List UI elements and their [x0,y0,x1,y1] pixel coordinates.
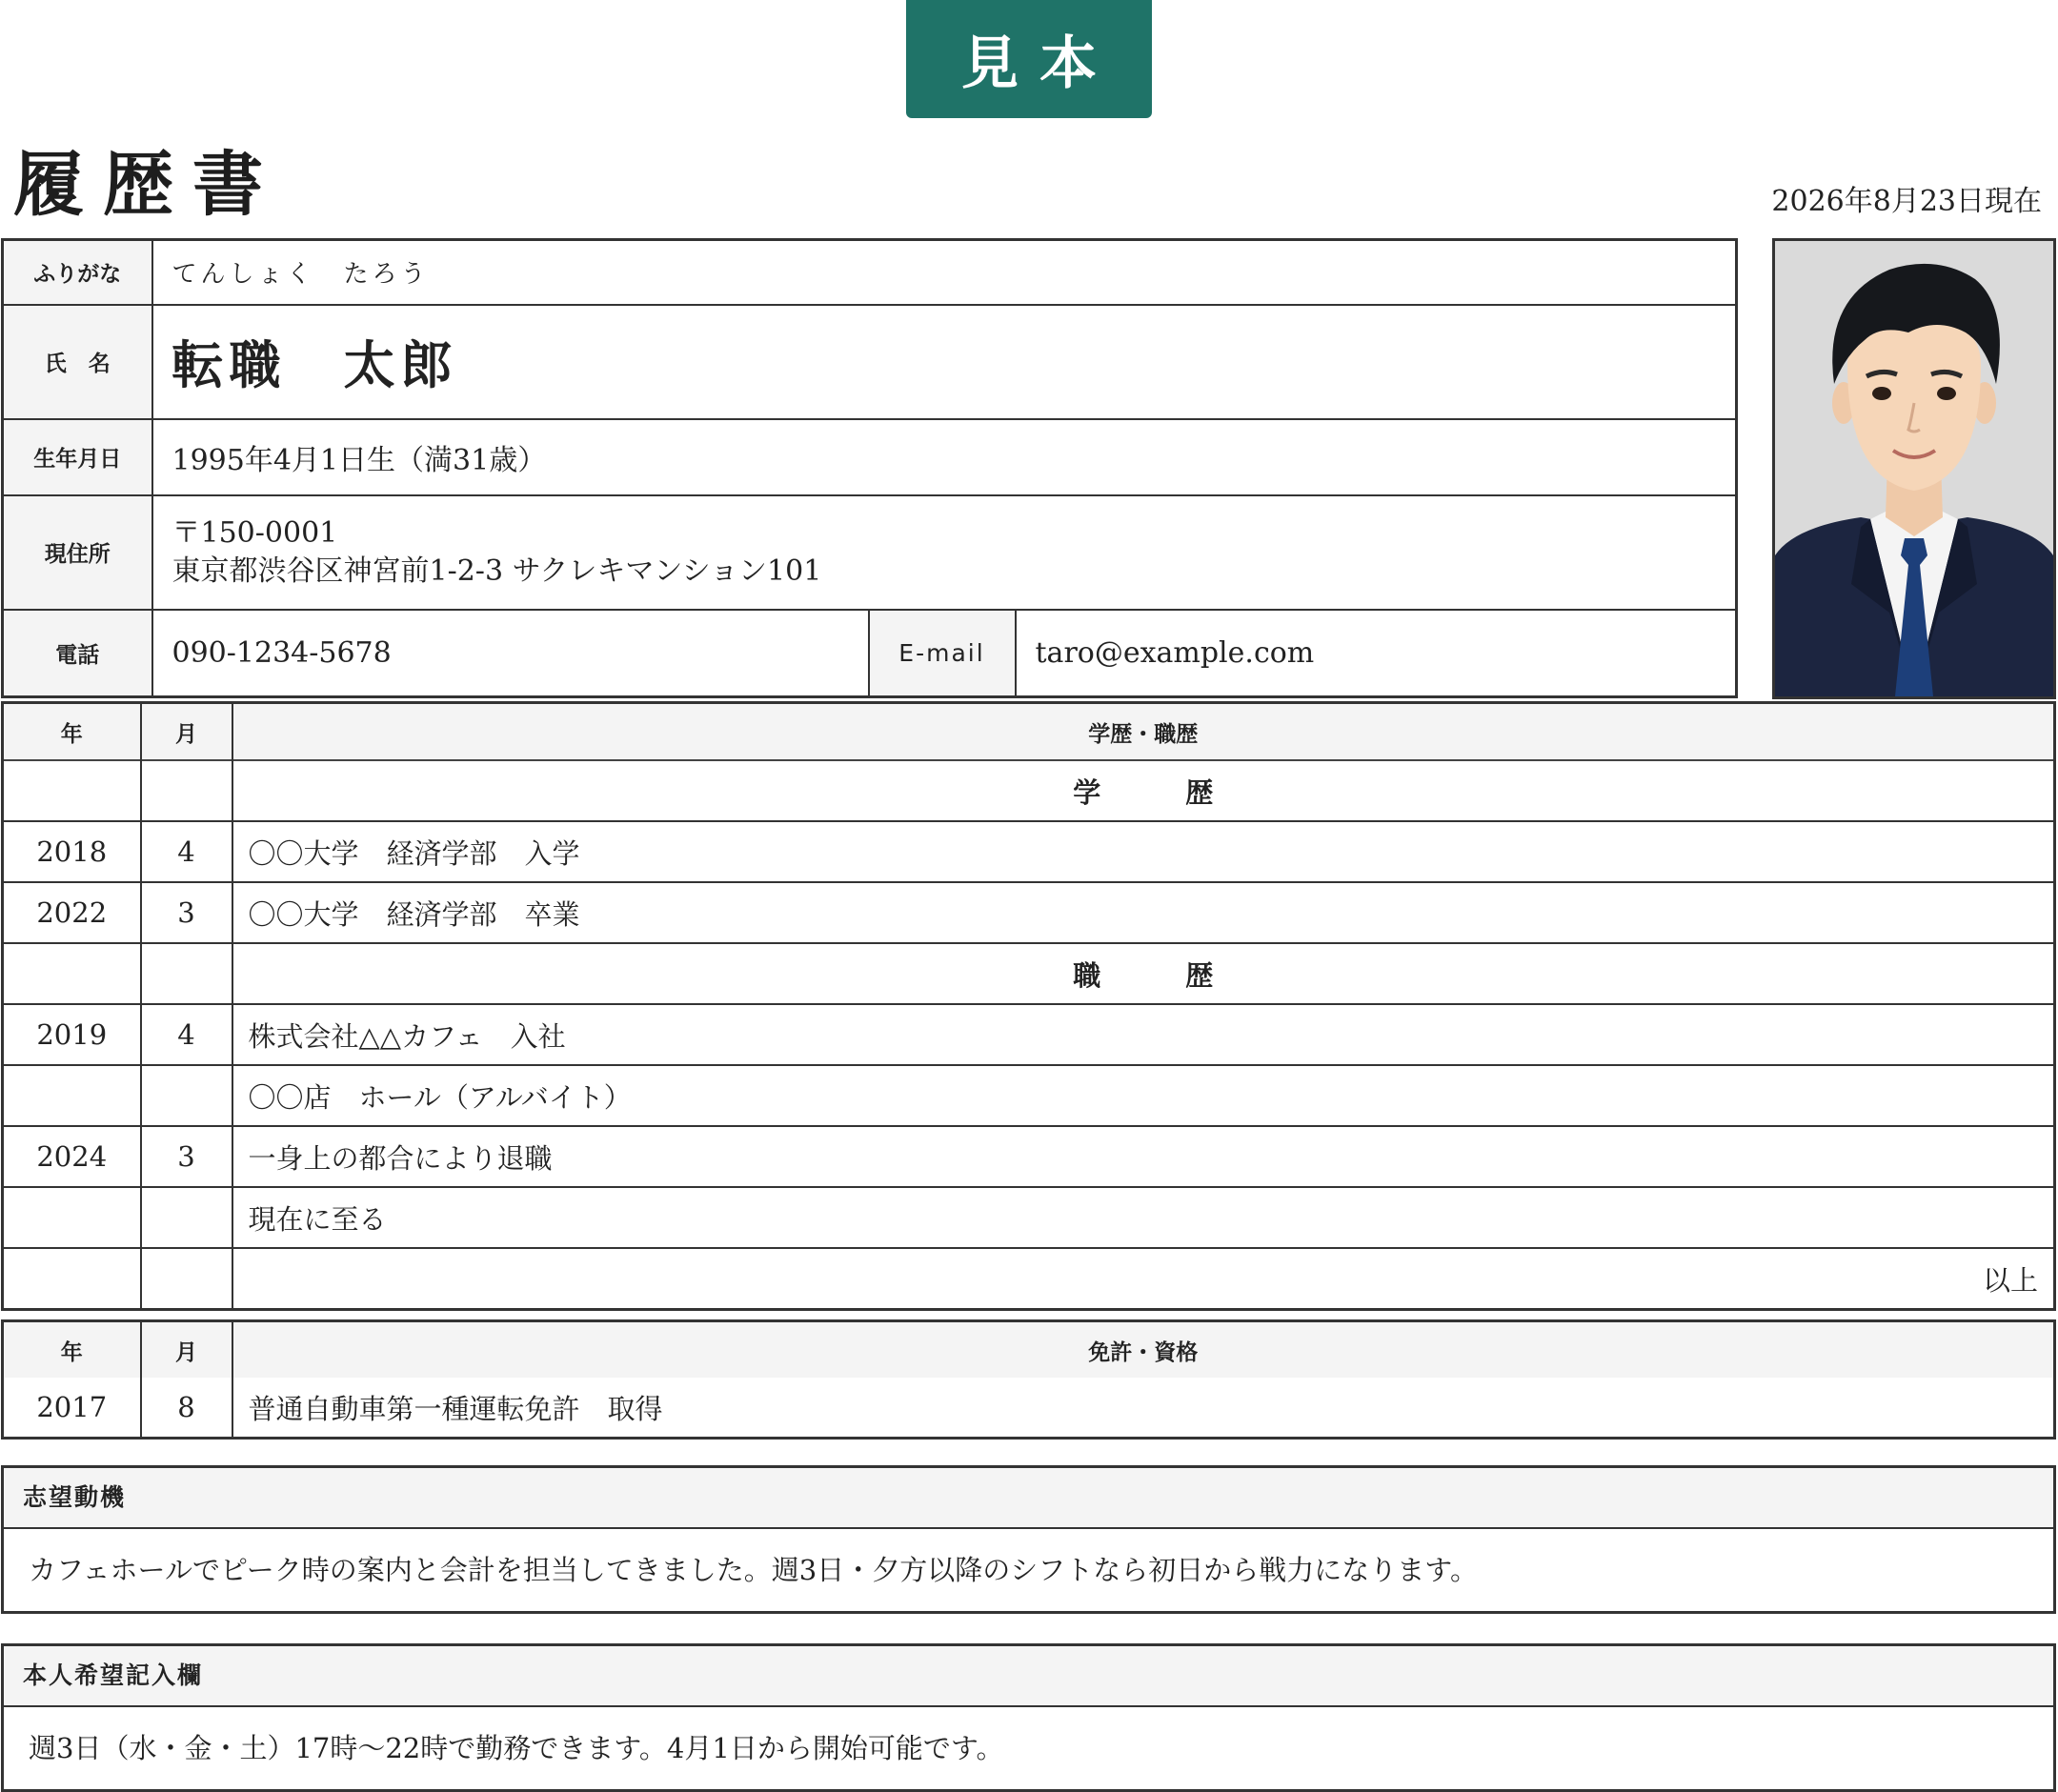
end-mark: 以上 [232,1248,2055,1310]
license-col-year: 年 [3,1321,141,1379]
row-month: 8 [141,1378,232,1439]
row-year: 2017 [3,1378,141,1439]
row-month [141,1187,232,1248]
email-value: taro@example.com [1016,610,1737,697]
birth-label: 生年月日 [3,419,152,495]
name-value: 転職 太郎 [152,305,1737,419]
row-month: 3 [141,1126,232,1187]
row-text: 〇〇大学 経済学部 入学 [232,821,2055,882]
email-label: E-mail [869,610,1016,697]
row-year [3,1065,141,1126]
table-row [3,1126,2055,1187]
table-row [3,882,2055,943]
work-heading-row [3,943,2055,1004]
phone-value: 090-1234-5678 [152,610,869,697]
table-row [3,1065,2055,1126]
id-photo [1772,238,2056,699]
row-text: 一身上の都合により退職 [232,1126,2055,1187]
birth-value: 1995年4月1日生（満31歳） [152,419,1737,495]
requests-text: 週3日（水・金・土）17時〜22時で勤務できます。4月1日から開始可能です。 [29,1732,1004,1764]
row-year: 2022 [3,882,141,943]
license-col-content: 免許・資格 [232,1321,2055,1379]
row-year: 2018 [3,821,141,882]
row-text: 普通自動車第一種運転免許 取得 [232,1378,2055,1439]
row-month [141,1065,232,1126]
furigana-value: てんしょく たろう [152,240,1737,305]
sample-badge: 見本 [906,0,1152,118]
history-col-month: 月 [141,703,232,761]
history-col-content: 学歴・職歴 [232,703,2055,761]
address-label: 現住所 [3,495,152,610]
row-text: 〇〇店 ホール（アルバイト） [232,1065,2055,1126]
document-date: 2026年8月23日現在 [1771,185,2042,218]
end-row [3,1248,2055,1310]
address-value: 東京都渋谷区神宮前1-2-3 サクレキマンション101 [172,554,822,588]
personal-info-table [1,238,1738,698]
furigana-label: ふりがな [3,240,152,305]
motivation-text: カフェホールでピーク時の案内と会計を担当してきました。週3日・夕方以降のシフトなら初日から戦力になります。 [29,1554,1478,1586]
row-text: 現在に至る [232,1187,2055,1248]
education-heading-row [3,760,2055,821]
row-text: 株式会社△△カフェ 入社 [232,1004,2055,1065]
license-col-month: 月 [141,1321,232,1379]
motivation-section [1,1465,2056,1614]
license-table [1,1319,2056,1440]
table-row [3,1378,2055,1439]
row-month: 4 [141,821,232,882]
table-row [3,1187,2055,1248]
education-heading: 学 歴 [232,760,2055,821]
row-year [3,1187,141,1248]
table-row [3,821,2055,882]
history-table [1,701,2056,1311]
row-year: 2019 [3,1004,141,1065]
row-month: 3 [141,882,232,943]
row-text: 〇〇大学 経済学部 卒業 [232,882,2055,943]
row-year: 2024 [3,1126,141,1187]
work-heading: 職 歴 [232,943,2055,1004]
name-label: 氏 名 [3,305,152,419]
motivation-label: 志望動機 [4,1468,2053,1529]
postal-code: 〒150-0001 [172,515,338,550]
row-month: 4 [141,1004,232,1065]
requests-section [1,1643,2056,1792]
requests-label: 本人希望記入欄 [4,1646,2053,1707]
document-title: 履歴書 [13,144,282,226]
address-cell [152,495,1737,610]
table-row [3,1004,2055,1065]
portrait-illustration [1775,241,2053,696]
history-col-year: 年 [3,703,141,761]
phone-label: 電話 [3,610,152,697]
